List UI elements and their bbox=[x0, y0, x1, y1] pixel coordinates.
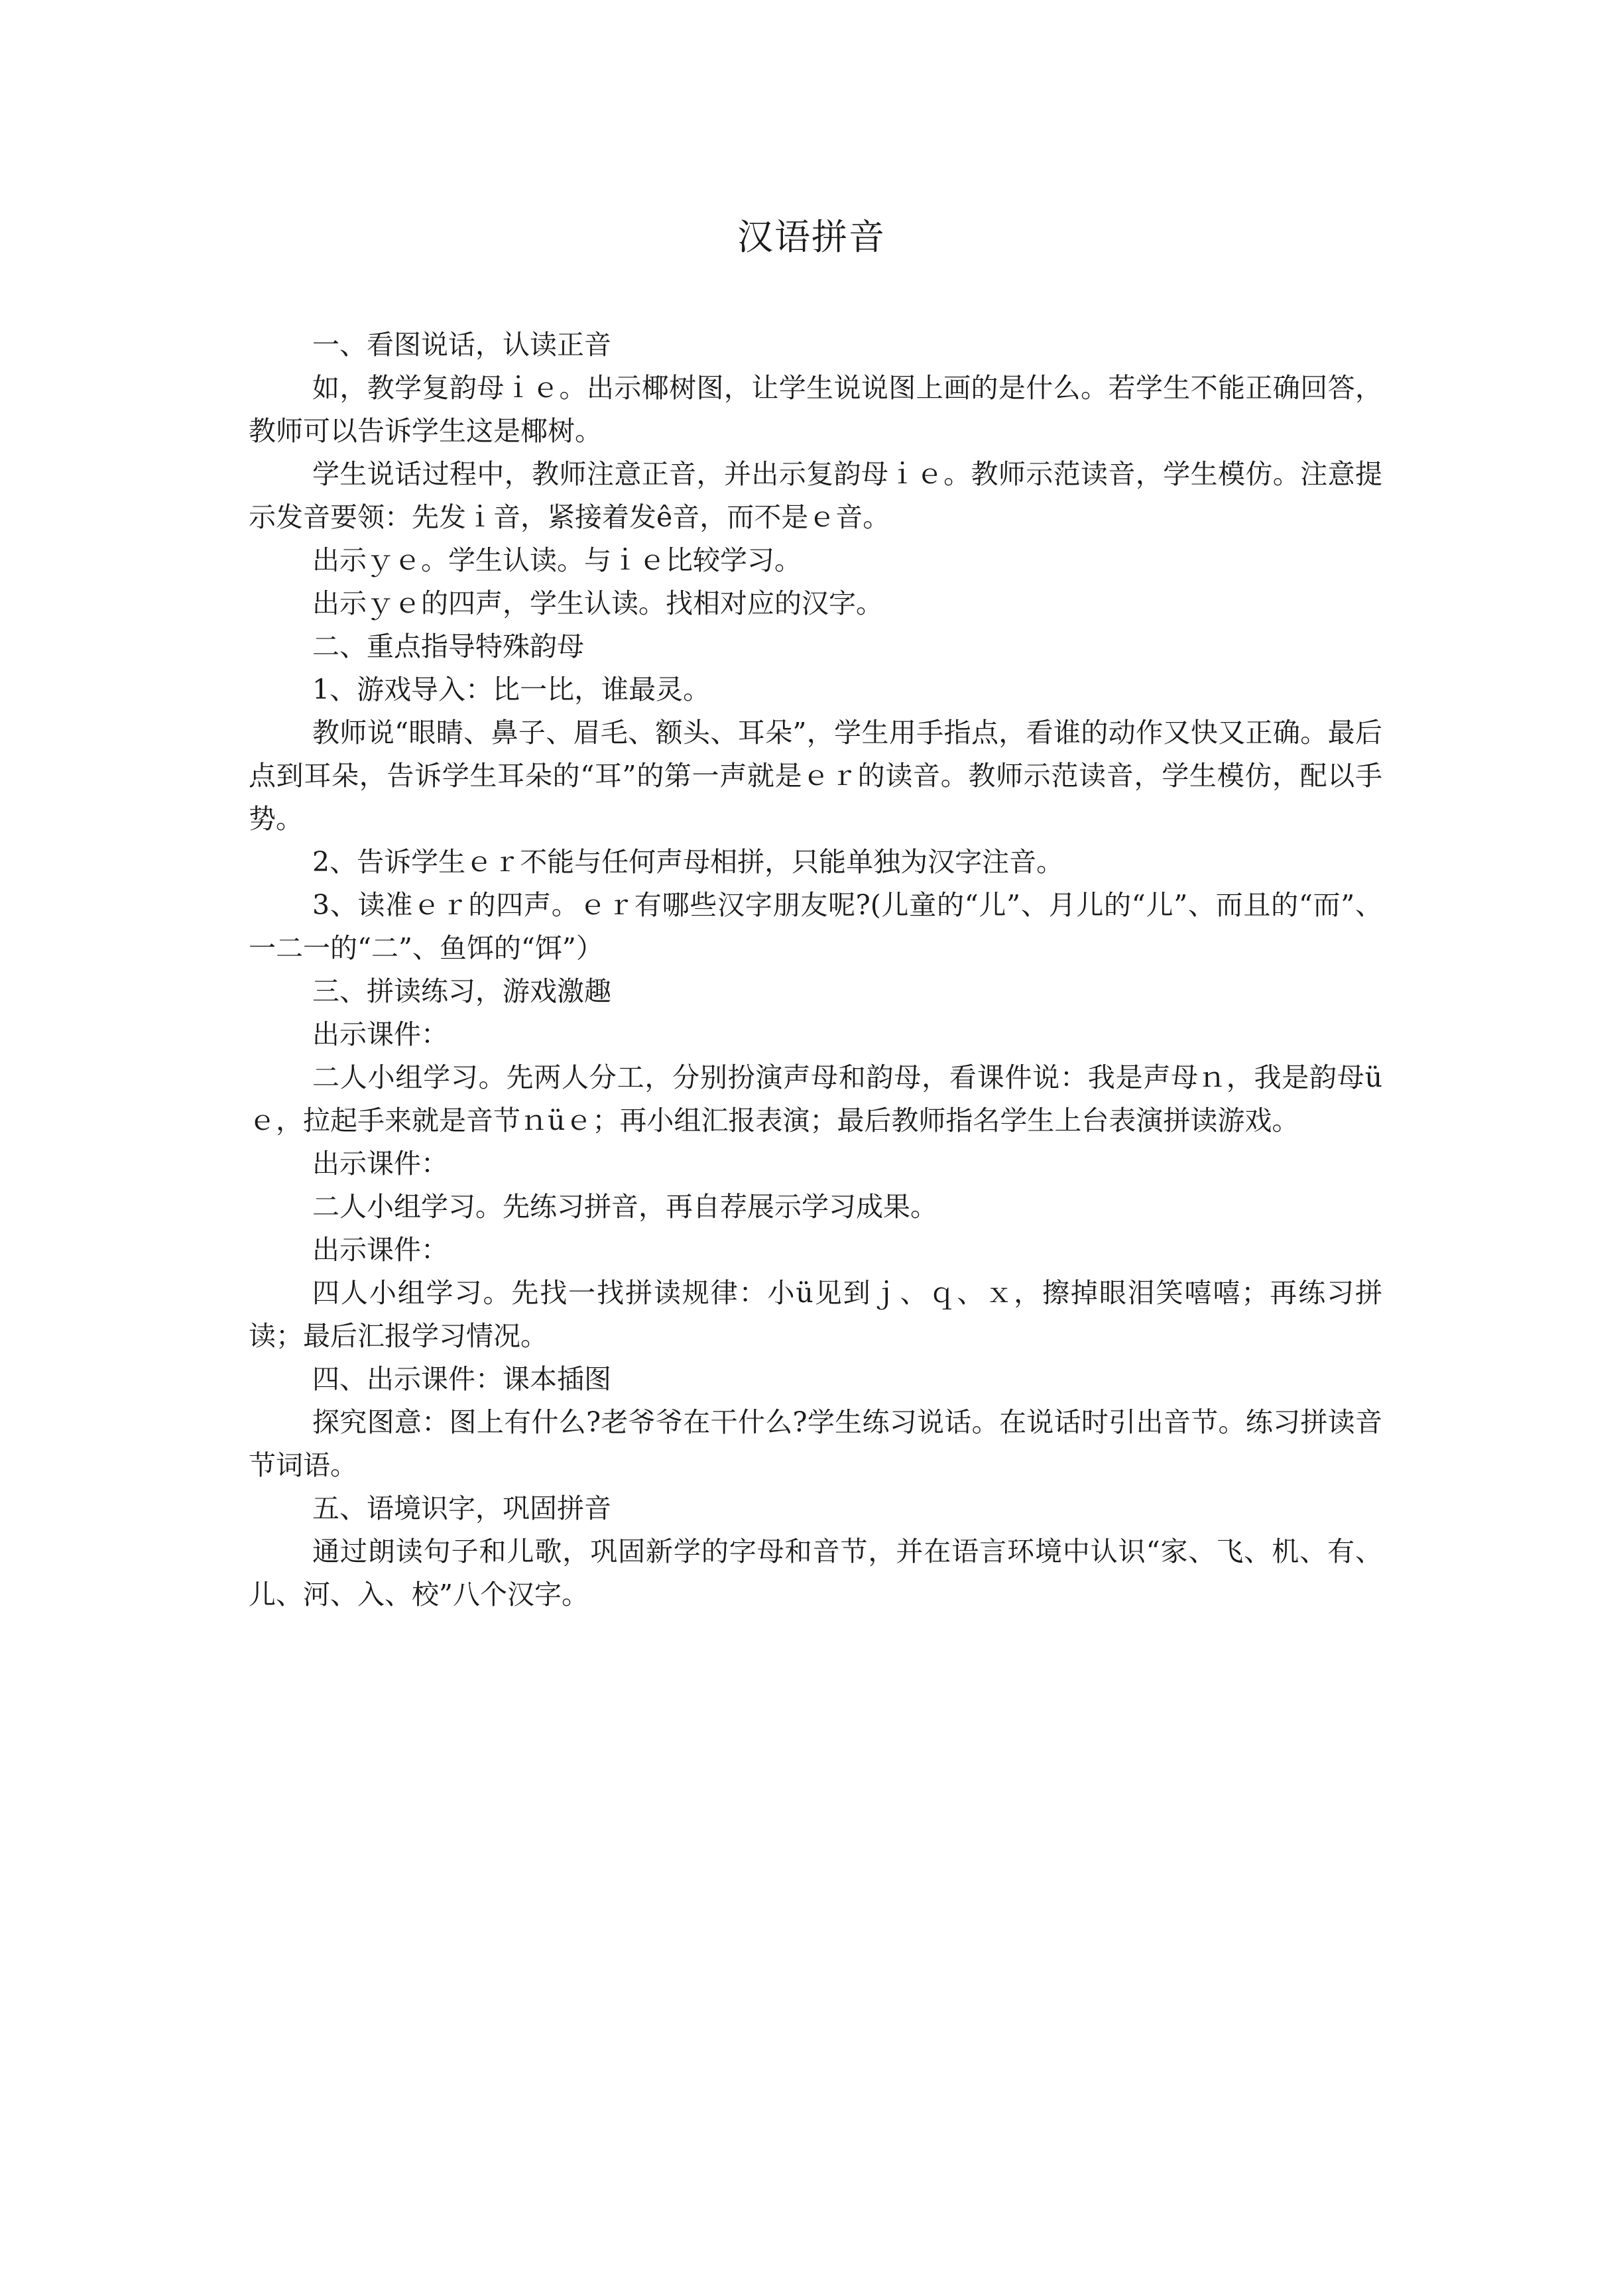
paragraph: 学生说话过程中，教师注意正音，并出示复韵母ｉｅ。教师示范读音，学生模仿。注意提示发音要领：先发ｉ音，紧接着发ê音，而不是ｅ音。 bbox=[249, 458, 1382, 533]
paragraph: 3、读准ｅｒ的四声。ｅｒ有哪些汉字朋友呢?(儿童的“儿”、月儿的“儿”、而且的“而”、一二一的“二”、鱼饵的“饵”） bbox=[249, 889, 1382, 964]
section-heading-2: 二、重点指导特殊韵母 bbox=[312, 631, 584, 662]
section-heading-4: 四、出示课件：课本插图 bbox=[312, 1363, 611, 1395]
section-heading-1: 一、看图说话，认读正音 bbox=[312, 329, 611, 361]
section-heading-3: 三、拼读练习，游戏激趣 bbox=[312, 975, 611, 1007]
paragraph: 出示ｙｅ的四声，学生认读。找相对应的汉字。 bbox=[312, 587, 883, 619]
paragraph: 出示课件： bbox=[312, 1234, 448, 1266]
page-title: 汉语拼音 bbox=[737, 216, 886, 258]
paragraph: 出示课件： bbox=[312, 1148, 448, 1179]
paragraph: 二人小组学习。先两人分工，分别扮演声母和韵母，看课件说：我是声母ｎ，我是韵母üｅ，拉起手来就是音节ｎüｅ；再小组汇报表演；最后教师指名学生上台表演拼读游戏。 bbox=[249, 1061, 1382, 1136]
paragraph: 出示ｙｅ。学生认读。与ｉｅ比较学习。 bbox=[312, 544, 802, 576]
document-body bbox=[249, 324, 1382, 1616]
paragraph: 通过朗读句子和儿歌，巩固新学的字母和音节，并在语言环境中认识“家、飞、机、有、儿、河、入、校”八个汉字。 bbox=[249, 1536, 1382, 1610]
section-heading-5: 五、语境识字，巩固拼音 bbox=[312, 1492, 611, 1524]
paragraph: 探究图意：图上有什么?老爷爷在干什么?学生练习说话。在说话时引出音节。练习拼读音节词语。 bbox=[249, 1406, 1382, 1481]
paragraph: 出示课件： bbox=[312, 1018, 448, 1050]
paragraph: 教师说“眼睛、鼻子、眉毛、额头、耳朵”，学生用手指点，看谁的动作又快又正确。最后点到耳朵，告诉学生耳朵的“耳”的第一声就是ｅｒ的读音。教师示范读音，学生模仿，配以手势。 bbox=[249, 717, 1382, 835]
paragraph: 四人小组学习。先找一找拼读规律：小ü见到ｊ、ｑ、ｘ，擦掉眼泪笑嘻嘻；再练习拼读；最后汇报学习情况。 bbox=[249, 1277, 1382, 1352]
paragraph: 1、游戏导入：比一比，谁最灵。 bbox=[312, 674, 711, 705]
paragraph: 2、告诉学生ｅｒ不能与任何声母相拼，只能单独为汉字注音。 bbox=[312, 846, 1064, 878]
paragraph: 如，教学复韵母ｉｅ。出示椰树图，让学生说说图上画的是什么。若学生不能正确回答，教师可以告诉学生这是椰树。 bbox=[249, 372, 1382, 447]
paragraph: 二人小组学习。先练习拼音，再自荐展示学习成果。 bbox=[312, 1191, 937, 1223]
